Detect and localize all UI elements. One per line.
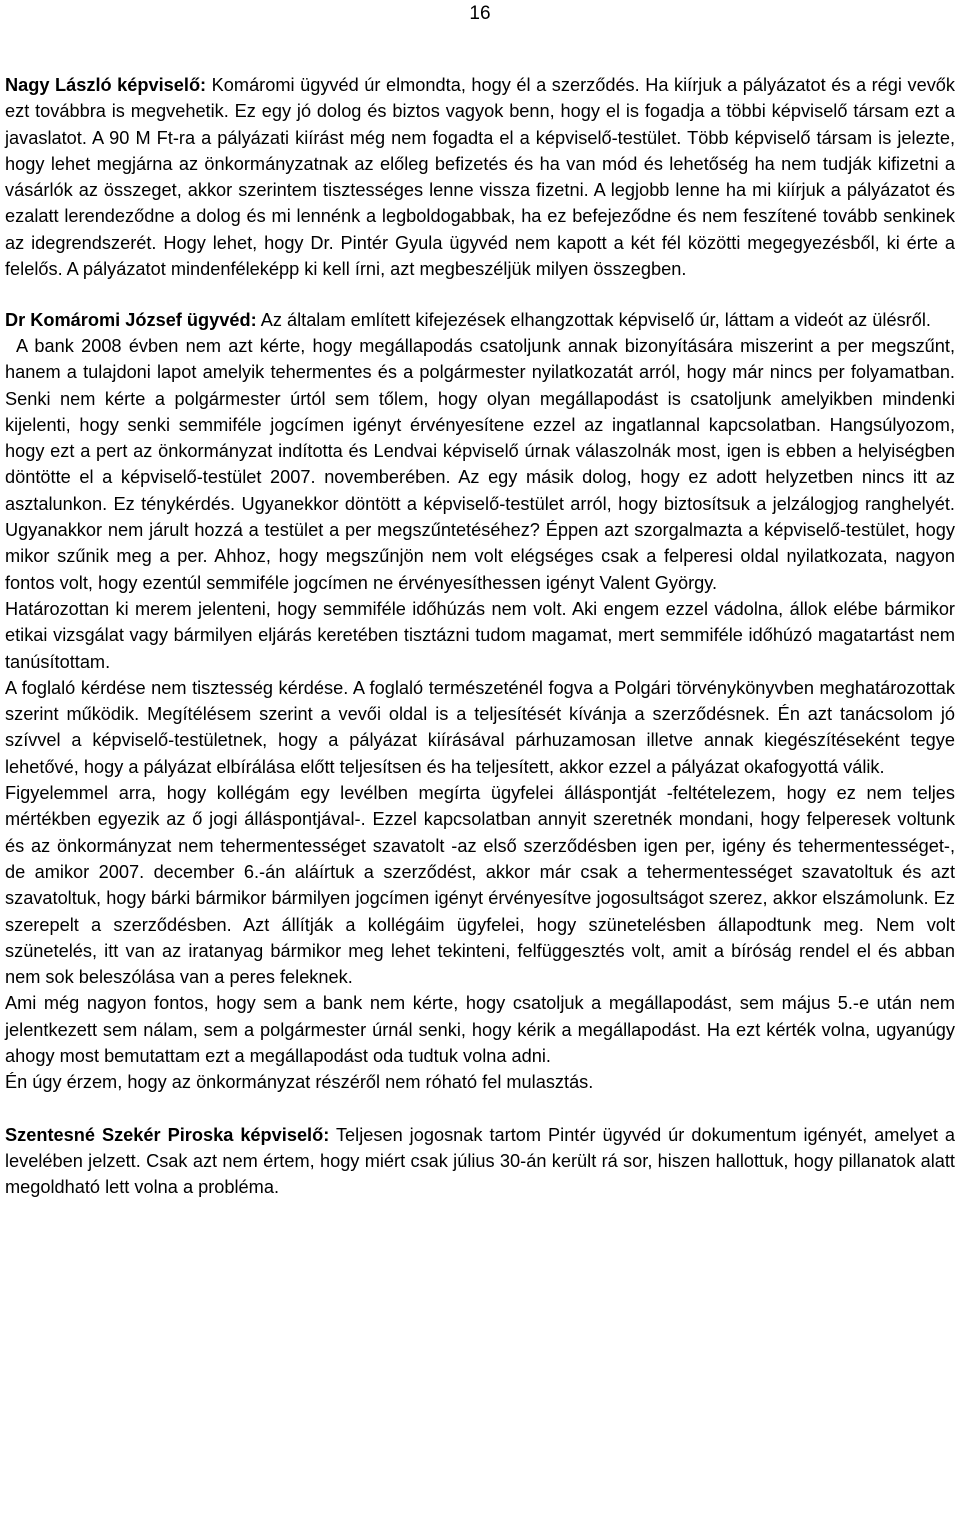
paragraph-nagy-laszlo [5,72,955,282]
statement-text: Teljesen jogosnak tartom Pintér ügyvéd úr dokumentum igényét, amelyet a levelében jelzett. Csak azt nem értem, hogy miért csak július 30-án került rá sor, hiszen hallottuk, hogy pillanatok alatt megoldható lett volna a probléma. [5,1124,955,1198]
paragraph-idohuzas: Határozottan ki merem jelenteni, hogy semmiféle időhúzás nem volt. Aki engem ezzel vádolna, állok elébe bármikor etikai vizsgálat vagy bármilyen eljárás keretében tisztázni tudom magamat, mert semmiféle időhúzó magatartást nem tanúsítottam. [5,598,955,672]
paragraph-figyelemmel: Figyelemmel arra, hogy kollégám egy levélben megírta ügyfelei álláspontját -feltételezem, hogy ez nem teljes mértékben egyezik az ő jogi álláspontjával-. Ezzel kapcsolatban annyit szeretnék mondani, hogy felperesek voltunk és az önkormányzat nem tehermentességet szavatolt -az első szerződésben igen per, igény és tehermentességet-, de amikor 2007. december 6.-án aláírtuk a szerződést, akkor már csak a tehermentességet szavatoltuk és azt szavatoltuk, hogy bárki bármikor bármilyen jogcímen igényt érvényesítve jogosultságot szerez, akkor elszámolunk. Ez szerepelt a szerződésben. Azt állítják a kollégáim ügyfelei, hogy szünetelésben állapodtunk meg. Nem volt szünetelés, itt van az iratanyag bármikor meg lehet tekinteni, felfüggesztés volt, amit a bíróság rendel el és abban nem sok beleszólása van a peres feleknek. [5,783,955,988]
paragraph-szentesne [5,1122,955,1201]
paragraph-foglalo: A foglaló kérdése nem tisztesség kérdése. A foglaló természeténél fogva a Polgári törvénykönyvben meghatározottak szerint működik. Megítélésem szerint a vevői oldal is a teljesítését kívánja a szerződésnek. Én azt tanácsolom jó szívvel a képviselő-testületnek, hogy a pályázat kiírásával párhuzamosan illetve annak kiegészítéseként tegye lehetővé, hogy a pályázat elbírálása előtt teljesítsen és ha teljesített, akkor ezzel a pályázat okafogyottá válik. [5,677,955,777]
paragraph-komaromi-intro [5,308,955,333]
document-body [5,72,955,1200]
page-number: 16 [469,3,491,24]
speaker-name: Nagy László képviselő: [5,75,207,95]
paragraph-en-ugy-erzem: Én úgy érzem, hogy az önkormányzat részéről nem róható fel mulasztás. [5,1072,594,1093]
statement-text: Az általam említett kifejezések elhangzottak képviselő úr, láttam a videót az ülésről. [256,310,931,331]
paragraph-bank-2008: A bank 2008 évben nem azt kérte, hogy megállapodás csatoljunk annak bizonyítására miszerint a per megszűnt, hanem a tulajdoni lapot amelyik tehermentes és a polgármester nyilatkozatát arról, hogy már nincs per folyamatban. Senki nem kérte a polgármester úrtól sem tőlem, hogy olyan megállapodást is csatoljunk amelyikben mindenki kijelenti, hogy senki semmiféle jogcímen igényt érvényesítene ezzel az ingatlannal kapcsolatban. Hangsúlyozom, hogy ezt a pert az önkormányzat indította és Lendvai képviselő úrnak válaszolnák most, igen is ebben a helyiségben döntötte el a képviselő-testület 2007. novemberében. Az egy másik dolog, hogy ez adott helyzetben nincs itt az asztalunkon. Ez ténykérdés. Ugyanekkor döntött a képviselő-testület arról, hogy biztosítsuk a jelzálogjog ranghelyét. Ugyanakkor nem járult hozzá a testület a per megszűntetéséhez? Éppen azt szorgalmazta a képviselő-testület, hogy mikor szűnik meg a per. Ahhoz, hogy megszűnjön nem volt elégséges csak a felperesi oldal nyilatkozata, nagyon fontos volt, hogy ezentúl semmiféle jogcímen ne érvényesíthessen igényt Valent György. [5,335,955,593]
paragraph-ami-meg: Ami még nagyon fontos, hogy sem a bank nem kérte, hogy csatoljuk a megállapodást, sem május 5.-e után nem jelentkezett sem nálam, sem a polgármester úrnál senki, hogy kérik a megállapodást. Ha ezt kérték volna, ugyanúgy ahogy most bemutattam ezt a megállapodást oda tudtuk volna adni. [5,993,955,1066]
statement-text: Komáromi ügyvéd úr elmondta, hogy él a szerződés. Ha kiírjuk a pályázatot és a régi vevők ezt továbbra is megvehetik. Ez egy jó dolog és biztos vagyok benn, hogy el is fogadja a többi képviselő társam ezt a javaslatot. A 90 M Ft-ra a pályázati kiírást még nem fogadta el a képviselő-testület. Több képviselő társam is jelezte, hogy lehet megjárna az önkormányzatnak az előleg befizetés és ha van mód és lehetőség ha nem tudják kifizetni a vásárlók az összeget, akkor szerintem tisztességes lenne vissza fizetni. A legjobb lenne ha mi kiírjuk a pályázatot és ezalatt lerendeződne a dolog és mi lennénk a legboldogabbak, ha ez befejeződne és nem feszítené tovább senkinek az idegrendszerét. Hogy lehet, hogy Dr. Pintér Gyula ügyvéd nem kapott a két fél közötti megegyezésből, ki érte a felelős. A pályázatot mindenféleképp ki kell írni, azt megbeszéljük milyen összegben. [5,75,955,280]
speaker-name: Dr Komáromi József ügyvéd: [5,310,257,331]
speaker-name: Szentesné Szekér Piroska képviselő: [5,1124,330,1145]
